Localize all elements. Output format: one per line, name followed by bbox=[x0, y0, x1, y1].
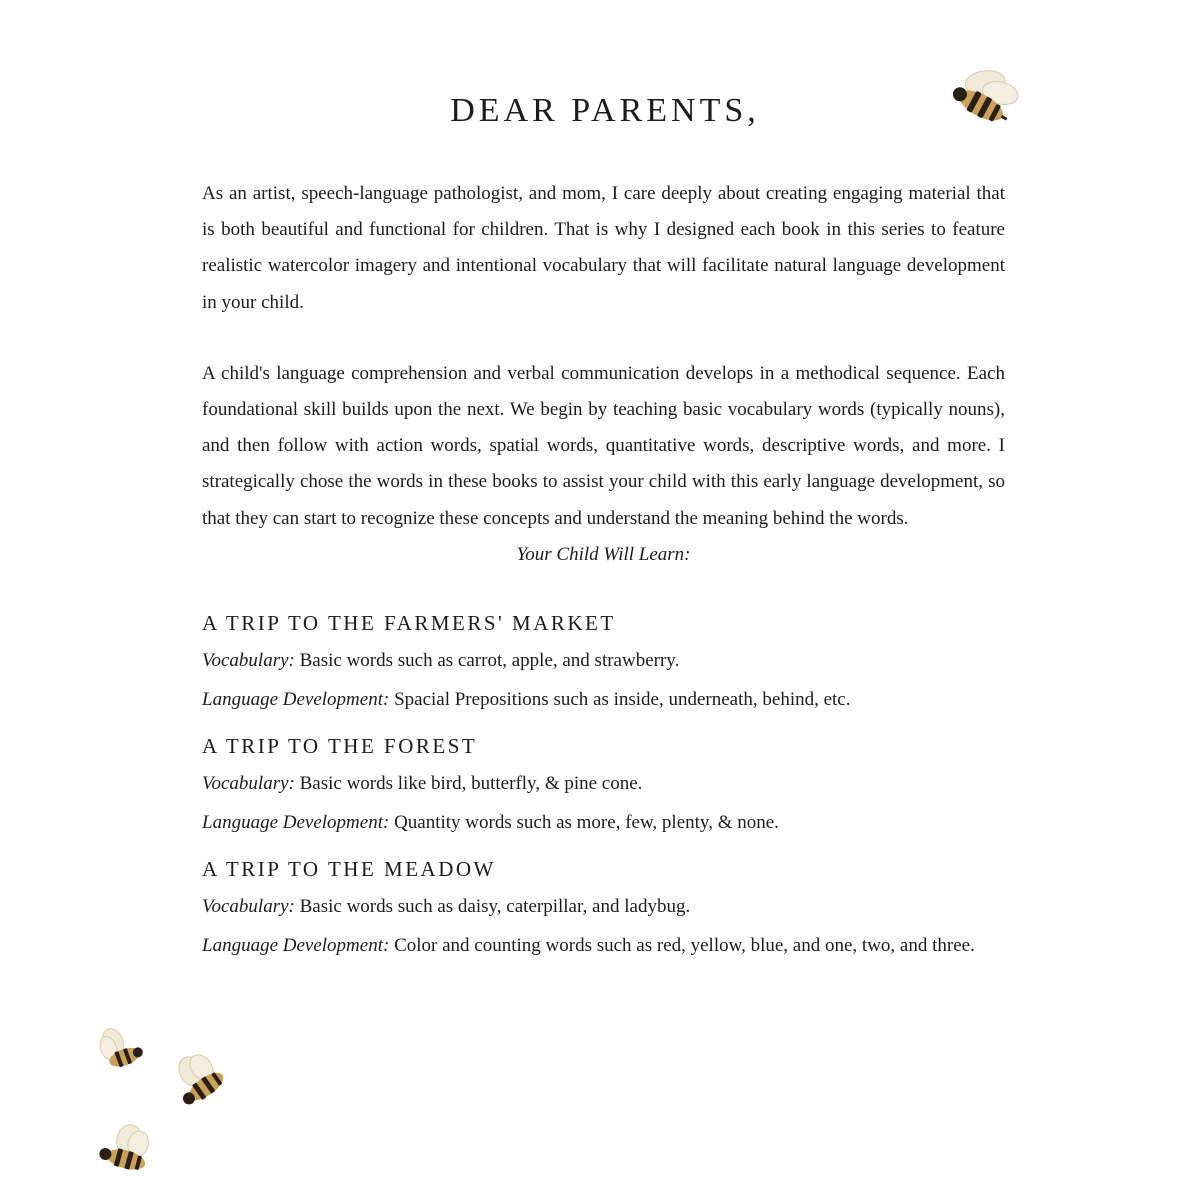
language-development-text: Quantity words such as more, few, plenty, & none. bbox=[394, 812, 779, 834]
book-section-forest bbox=[202, 728, 1005, 841]
vocabulary-text: Basic words such as daisy, caterpillar, and ladybug. bbox=[299, 896, 691, 918]
page-title: DEAR PARENTS, bbox=[450, 92, 760, 129]
book-title: A TRIP TO THE MEADOW bbox=[202, 857, 496, 882]
bee-icon bbox=[98, 1122, 160, 1180]
book-title: A TRIP TO THE FOREST bbox=[202, 734, 478, 759]
letter-body bbox=[202, 176, 1005, 974]
learn-heading: Your Child Will Learn: bbox=[516, 543, 691, 565]
book-title: A TRIP TO THE FARMERS' MARKET bbox=[202, 611, 616, 636]
vocabulary-text: Basic words like bird, butterfly, & pine cone. bbox=[299, 773, 643, 795]
vocabulary-label: Vocabulary: bbox=[202, 896, 295, 918]
book-section-meadow bbox=[202, 851, 1005, 964]
bee-icon bbox=[96, 1022, 146, 1078]
language-development-label: Language Development: bbox=[202, 935, 390, 957]
language-development-line bbox=[202, 805, 1005, 841]
bee-icon bbox=[940, 62, 1026, 138]
vocabulary-line bbox=[202, 889, 1005, 925]
vocabulary-label: Vocabulary: bbox=[202, 650, 295, 672]
language-development-line bbox=[202, 928, 1005, 964]
vocabulary-label: Vocabulary: bbox=[202, 773, 295, 795]
bee-icon bbox=[168, 1048, 234, 1110]
language-development-line bbox=[202, 682, 1005, 718]
vocabulary-text: Basic words such as carrot, apple, and strawberry. bbox=[299, 650, 680, 672]
vocabulary-line bbox=[202, 643, 1005, 679]
book-section-farmers-market bbox=[202, 605, 1005, 718]
language-development-text: Spacial Prepositions such as inside, underneath, behind, etc. bbox=[394, 689, 851, 711]
vocabulary-line bbox=[202, 766, 1005, 802]
language-development-label: Language Development: bbox=[202, 689, 390, 711]
language-development-label: Language Development: bbox=[202, 812, 390, 834]
intro-paragraph: As an artist, speech-language pathologist, and mom, I care deeply about creating engaging material that is both beautiful and functional for children. That is why I designed each book in this series to feature realistic watercolor imagery and intentional vocabulary that will facilitate natural language development in your child. bbox=[202, 183, 1005, 313]
language-development-text: Color and counting words such as red, yellow, blue, and one, two, and three. bbox=[394, 935, 975, 957]
development-paragraph: A child's language comprehension and verbal communication develops in a methodical sequence. Each foundational skill builds upon the next. We begin by teaching basic vocabulary words (typically nouns), and then follow with action words, spatial words, quantitative words, descriptive words, and more. I strategically chose the words in these books to assist your child with this early language development, so that they can start to recognize these concepts and understand the meaning behind the words. bbox=[202, 362, 1005, 529]
